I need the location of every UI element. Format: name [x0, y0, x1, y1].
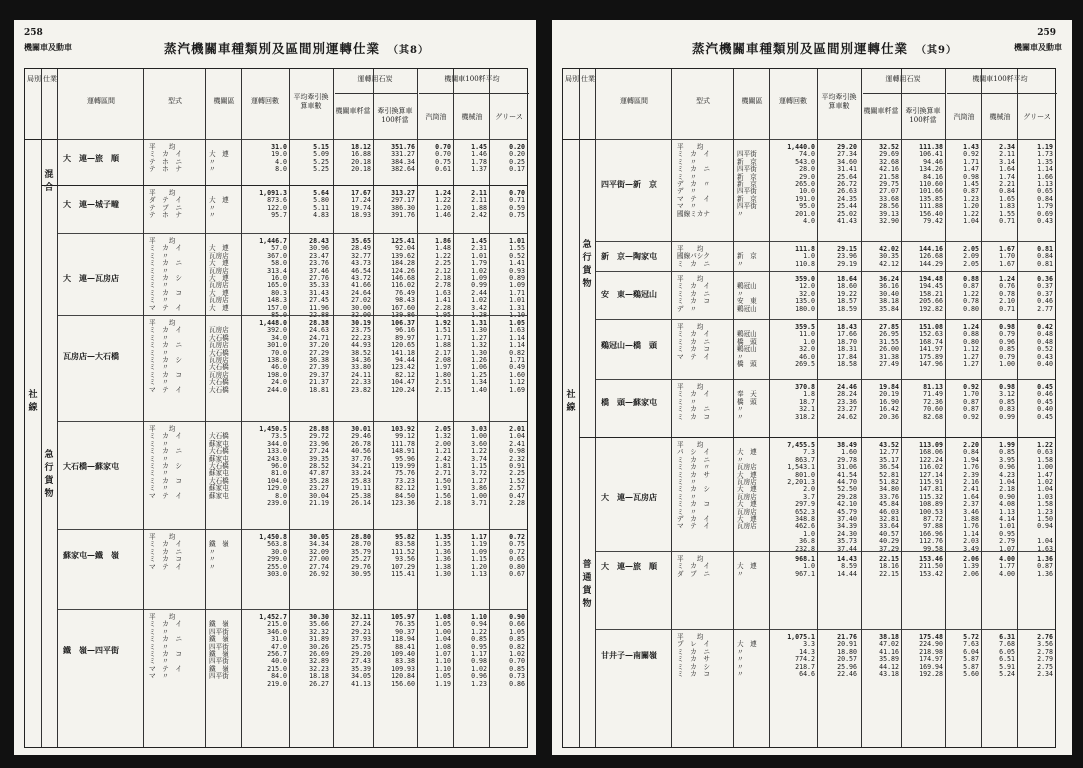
section-tag: 機關車及動車	[24, 42, 72, 52]
left-page	[14, 20, 536, 755]
coal-per-km-column: 42.02 30.35 42.12	[879, 245, 899, 268]
runs-column: 7,455.5 7.3 863.7 1,543.1 801.0 2,201.3 2.0 3.7 297.9 652.3 348.8 462.6 1.0 36.8 232.8	[787, 441, 815, 553]
route-label: 四平街—新 京	[601, 178, 657, 189]
coal-per-100-column: 153.46 211.50 153.42	[919, 555, 943, 578]
coal-per-km-column: 35.65 28.49 32.77 43.73 46.54 43.72 41.66 24.64 27.02 30.00 32.00	[351, 237, 371, 320]
grease-column: 0.45 0.46 0.45 0.40 0.45	[1037, 383, 1053, 421]
header-runs: 運轉回數	[251, 97, 279, 105]
coal-per-km-column: 18.12 16.88 20.18 20.18	[351, 143, 371, 174]
depot-list: 新 京 〃	[737, 252, 757, 268]
column-rule	[417, 69, 418, 747]
coal-per-100-column: 106.37 96.16 89.97 120.65 141.18 94.44 123.42 82.12 104.47 120.24	[391, 319, 415, 394]
column-rule	[733, 69, 734, 747]
section-divider	[57, 233, 527, 234]
coal-per-km-column: 28.80 28.70 35.79 25.27 29.76 30.95	[351, 533, 371, 579]
header-bureau: 局別	[27, 75, 41, 83]
machine-oil-column: 3.03 1.00 3.60 1.22 3.74 1.15 3.72 1.27 3.86 1.00 3.71	[471, 425, 487, 508]
runs-column: 1,091.3 873.6 122.0 95.7	[259, 189, 287, 220]
column-rule	[333, 69, 334, 747]
locomotive-types: 平 均 ミ カ イ ミ カ ニ ミ カ コ マ テ イ	[677, 323, 710, 361]
locomotive-types: 平 均 ミ カ イ ミ 〃 ミ カ ニ ミ カ コ	[677, 383, 710, 421]
business-label: 急行貨物	[44, 450, 54, 499]
business-divider	[579, 437, 1055, 438]
route-label: 蘇家屯—鐵 嶺	[63, 550, 119, 561]
grease-column: 2.76 3.56 2.78 2.79 2.75 2.34	[1037, 633, 1053, 679]
column-rule	[143, 69, 144, 747]
route-label: 大 連—旅 順	[601, 561, 657, 572]
cylinder-oil-column: 1.92 1.51 1.71 1.88 2.17 2.08 1.97 1.80 2.51 2.15	[435, 319, 451, 394]
data-table	[562, 68, 1056, 748]
coal-per-km-column: 38.18 47.02 41.16 35.89 44.12 43.18	[879, 633, 899, 679]
bureau-label: 社線	[566, 390, 576, 413]
grease-column: 1.22 0.63 1.58 1.00 1.47 1.02 1.04 1.03 1.58 1.23 1.50 0.94 1.04 1.63	[1037, 441, 1053, 553]
cylinder-oil-column: 5.72 7.63 6.04 5.87 5.87 5.60	[963, 633, 979, 679]
cylinder-oil-column: 1.24 1.22 1.20 1.46	[435, 189, 451, 220]
grease-column: 0.42 0.48 0.48 0.52 0.43 0.40	[1037, 323, 1053, 369]
cylinder-oil-column: 1.43 0.92 1.71 1.47 0.98 1.45 0.87 1.23 1.20 1.22 1.04	[963, 143, 979, 226]
cylinder-oil-column: 1.86 1.48 1.22 2.25 2.12 2.18 2.78 1.63 1.41 2.28 1.95	[435, 237, 451, 320]
page-number: 258	[24, 28, 43, 38]
header-avg-cars: 平均牽引換算車數	[821, 93, 857, 110]
coal-per-100-column: 95.82 83.58 111.52 93.56 107.29 115.41	[391, 533, 415, 579]
header-bureau: 局別	[565, 75, 579, 83]
locomotive-types: 平 均 ミ カ イ ミ 〃 ミ カ ニ ミ 〃 ミ カ コ ミ 〃 マ テ イ マ 〃	[149, 613, 182, 681]
header-route: 運轉區間	[620, 97, 648, 105]
runs-column: 968.1 1.0 967.1	[795, 555, 815, 578]
section-divider	[595, 241, 1055, 242]
route-label: 大 連—城子疃	[63, 198, 119, 209]
column-rule	[373, 69, 374, 747]
header-coal: 運轉用石炭	[885, 75, 921, 83]
route-label: 大 連—瓦房店	[63, 272, 119, 283]
header-type: 型式	[696, 97, 710, 105]
section-divider	[595, 551, 1055, 552]
coal-per-km-column: 17.67 17.24 19.74 18.93	[351, 189, 371, 220]
avg-cars-column: 28.38 24.63 24.71 37.20 27.29 36.38 27.39 29.37 21.37 18.81	[309, 319, 329, 394]
header-per100: 機關車100粁平均	[444, 75, 500, 83]
section-divider	[595, 271, 1055, 272]
section-divider	[595, 379, 1055, 380]
right-page	[552, 20, 1072, 755]
cylinder-oil-column: 2.05 1.32 2.00 1.21 2.42 1.81 2.71 1.50 1.91 1.56 2.18	[435, 425, 451, 508]
depot-list: 大 連 〃 〃 〃 〃	[737, 640, 757, 679]
section-divider	[595, 319, 1055, 320]
column-rule	[289, 69, 290, 747]
column-rule	[981, 69, 982, 747]
cylinder-oil-column: 1.35 1.35 1.36 1.36 1.38 1.30	[435, 533, 451, 579]
header-coal-per-100: 牽引換算車100粁當	[377, 107, 413, 124]
route-label: 瓦房店—大石橋	[63, 351, 119, 361]
coal-per-km-column: 22.15 18.16 22.15	[879, 555, 899, 578]
depot-list: 奉 天 橋 頭 〃 〃	[737, 390, 757, 421]
coal-per-km-column: 30.01 29.46 26.78 40.56 37.76 34.21 33.24 25.83 19.11 25.38 26.14	[351, 425, 371, 508]
runs-column: 370.8 1.8 18.7 32.1 318.2	[795, 383, 815, 421]
cylinder-oil-column: 1.24 0.88 0.80 1.12 1.27 1.27	[963, 323, 979, 369]
depot-list: 鷄冠山 橋 頭 鷄冠山 〃 橋 頭	[737, 330, 757, 369]
runs-column: 1,450.8 563.8 30.0 299.0 255.0 303.0	[259, 533, 287, 579]
route-label: 大 連—旅 順	[63, 152, 119, 163]
column-rule	[41, 69, 42, 747]
section-tag: 機關車及動車	[1014, 42, 1062, 52]
coal-per-km-column: 32.52 29.69 32.68 42.16 21.58 29.75 27.07 33.68 28.56 39.13 32.90	[879, 143, 899, 226]
route-label: 新 京—陶家屯	[601, 251, 657, 262]
header-route: 運轉區間	[87, 97, 115, 105]
coal-per-km-column: 36.24 36.16 30.40 38.18 35.84	[879, 275, 899, 313]
column-rule	[769, 69, 770, 747]
section-divider	[57, 315, 527, 316]
grease-column: 0.20 0.20 0.25 0.17	[509, 143, 525, 174]
runs-column: 1,446.7 57.0 367.0 58.0 313.4 16.0 165.0 80.3 148.3 157.0 85.0	[259, 237, 287, 320]
column-rule	[945, 69, 946, 747]
machine-oil-column: 0.98 0.79 0.96 0.85 0.79 1.00	[999, 323, 1015, 369]
section-divider	[57, 421, 527, 422]
header-coal: 運轉用石炭	[357, 75, 393, 83]
avg-cars-column: 5.64 5.80 5.11 4.83	[313, 189, 329, 220]
coal-per-km-column: 43.52 12.77 35.17 36.54 52.81 51.82 34.80 33.76 45.84 46.03 32.81 33.64 40.57 40.29 37.29	[879, 441, 899, 553]
runs-column: 1,452.7 215.0 346.0 31.0 47.0 256.7 40.0 215.0 84.0 219.0	[259, 613, 287, 688]
route-label: 甘井子—南關嶺	[601, 650, 657, 661]
runs-column: 359.5 11.0 1.0 32.0 46.0 269.5	[795, 323, 815, 369]
depot-list: 大 連 瓦房店 大 連 瓦房店 大 連 瓦房店 大 連 瓦房店 大 連	[209, 244, 229, 312]
cylinder-oil-column: 1.08 1.05 1.00 1.04 1.08 1.07 1.10 1.10 1.05 1.19	[435, 613, 451, 688]
depot-list: 瓦房店 大石橋 瓦房店 大石橋 瓦房店 大石橋 瓦房店 大石橋 大石橋	[209, 326, 229, 394]
column-rule	[817, 69, 818, 747]
section-divider	[57, 139, 527, 140]
avg-cars-column: 38.49 1.60 29.78 31.06 41.54 44.70 52.50 29.28 42.10 45.79 37.40 34.39 24.30 35.73 37.44	[837, 441, 857, 553]
depot-list: 鐵 嶺 〃 〃 〃	[209, 540, 229, 571]
route-label: 橋 頭—蘇家屯	[601, 396, 657, 407]
depot-list: 四平街 新 京 四平街 新 京 新 京 四平街 新 京 四平街 〃	[737, 150, 757, 218]
header-type: 型式	[168, 97, 182, 105]
header-avg-cars: 平均牽引換算車數	[293, 93, 329, 110]
machine-oil-column: 1.10 0.94 1.22 0.85 0.95 1.17 0.98 1.02 0.96 1.23	[471, 613, 487, 688]
column-rule	[205, 69, 206, 747]
title-text: 蒸汽機關車種類別及區間別運轉仕業	[164, 41, 381, 56]
machine-oil-column: 1.99 0.85 3.95 0.96 4.23 1.04 2.18 0.90 4.08 1.13 4.14 1.01 0.95 2.79 1.07	[999, 441, 1015, 553]
runs-column: 31.0 19.0 4.0 8.0	[271, 143, 287, 174]
section-divider	[595, 139, 1055, 140]
runs-column: 359.0 12.0 32.0 135.0 180.0	[795, 275, 815, 313]
machine-oil-column: 1.67 1.70 1.67	[999, 245, 1015, 268]
locomotive-types: 平 均 ミ カ イ ミ 〃 ミ カ ニ ミ 〃 ミ カ シ ミ 〃 ミ カ コ ミ 〃 マ テ イ	[149, 425, 182, 500]
coal-per-100-column: 175.48 224.90 218.98 174.97 169.94 192.28	[919, 633, 943, 679]
locomotive-types: 平 均 ミ カ イ テ ホ ニ テ ホ ナ	[149, 143, 182, 174]
depot-list: 大 連 〃 瓦房店 大 連 瓦房店 大 連 瓦房店 大 連 瓦房店 大 連 瓦房店	[737, 448, 757, 531]
coal-per-km-column: 19.84 20.19 16.90 16.42 20.36	[879, 383, 899, 421]
header-mach-oil: 機械油	[461, 113, 483, 121]
grease-column: 1.01 1.55 0.52 1.41 0.93 0.89 1.09 1.71 1.01 1.31 1.10	[509, 237, 525, 320]
grease-column: 1.19 1.73 1.35 1.14 1.66 1.13 0.65 0.84 1.79 0.69 0.43	[1037, 143, 1053, 226]
depot-list: 鐵 嶺 四平街 鐵 嶺 四平街 鐵 嶺 四平街 鐵 嶺 四平街	[209, 620, 229, 681]
avg-cars-column: 24.46 28.24 23.36 23.27 24.62	[837, 383, 857, 421]
bureau-label: 社線	[28, 390, 38, 413]
locomotive-types: 平 均 ミ カ イ ダ ブ ニ	[677, 555, 710, 578]
coal-per-100-column: 103.92 99.12 111.78 148.91 95.96 119.99 75.76 73.23 82.12 84.50 123.36	[391, 425, 415, 508]
locomotive-types: 平 均 ミ カ イ ミ カ ニ ミ カ コ マ テ イ	[149, 533, 182, 571]
section-divider	[57, 529, 527, 530]
avg-cars-column: 14.43 8.59 14.44	[837, 555, 857, 578]
business-label: 急行貨物	[582, 240, 592, 289]
cylinder-oil-column: 0.70 0.70 0.75 0.61	[435, 143, 451, 174]
column-rule	[57, 69, 58, 747]
machine-oil-column: 2.34 2.11 3.14 1.64 1.74 2.21 0.84 1.65 1.83 1.55 0.71	[999, 143, 1015, 226]
machine-oil-column: 2.11 2.11 1.88 2.42	[471, 189, 487, 220]
header-mach-oil: 機械油	[989, 113, 1011, 121]
section-divider	[595, 629, 1055, 630]
avg-cars-column: 28.43 30.96 23.47 23.76 37.46 27.76 35.33 31.43 27.45 11.96 22.88	[309, 237, 329, 320]
column-rule	[579, 69, 580, 747]
header-coal-per-km: 機關車粁當	[863, 107, 899, 115]
locomotive-types: 平 均 プ レ イ ミ カ ニ ミ カ サ ミ カ シ ミ カ コ	[677, 633, 710, 679]
grease-column: 0.72 0.75 0.72 0.65 0.80 0.67	[509, 533, 525, 579]
depot-list: 大 連 〃 〃	[209, 196, 229, 220]
title-suffix: （其8）	[388, 45, 429, 56]
cylinder-oil-column: 0.92 1.70 0.87 0.87 0.92	[963, 383, 979, 421]
coal-per-km-column: 27.85 26.95 31.55 26.00 31.38 27.49	[879, 323, 899, 369]
header-cyl-oil: 汽筒油	[425, 113, 447, 121]
route-label: 安 東—鷄冠山	[601, 288, 657, 299]
locomotive-types: 平 均 パ シ イ ミ カ ニ ミ カ 〃 ミ カ サ ミ 〃 ミ カ シ ミ 〃 ミ カ コ ミ 〃 デ カ イ マ テ イ	[677, 441, 710, 531]
machine-oil-column: 1.45 2.31 1.01 1.79 1.02 1.09 0.99 2.44 1.02 3.42 1.28	[471, 237, 487, 320]
coal-per-100-column: 151.08 152.63 168.74 141.97 175.89 147.96	[919, 323, 943, 369]
grease-column: 0.70 0.71 0.59 0.75	[509, 189, 525, 220]
page-title	[692, 39, 957, 57]
column-rule	[1017, 69, 1018, 747]
coal-per-100-column: 351.76 331.27 384.34 382.64	[391, 143, 415, 174]
title-text: 蒸汽機關車種類別及區間別運轉仕業	[692, 41, 909, 56]
grease-column: 0.81 0.84 0.81	[1037, 245, 1053, 268]
header-cyl-oil: 汽筒油	[953, 113, 975, 121]
depot-list: 大石橋 蘇家屯 大石橋 蘇家屯 大石橋 蘇家屯 大石橋 蘇家屯 蘇家屯	[209, 432, 229, 500]
business-label: 普通貨物	[582, 560, 592, 609]
avg-cars-column: 30.05 34.34 32.09 27.00 27.74 26.92	[309, 533, 329, 579]
avg-cars-column: 21.76 20.91 18.80 20.57 25.96 22.46	[837, 633, 857, 679]
locomotive-types: 平 均 ダ テ イ テ ブ ニ テ ホ ナ	[149, 189, 182, 220]
column-rule	[671, 69, 672, 747]
column-rule	[901, 69, 902, 747]
header-coal-per-100: 牽引換算車100粁當	[905, 107, 941, 124]
depot-list: 大 連 〃 〃	[209, 150, 229, 174]
coal-per-100-column: 81.13 71.49 72.36 70.60 82.68	[923, 383, 943, 421]
cylinder-oil-column: 2.05 2.09 2.05	[963, 245, 979, 268]
column-rule	[861, 69, 862, 747]
cylinder-oil-column: 2.06 1.39 2.06	[963, 555, 979, 578]
coal-per-km-column: 30.19 23.75 22.23 44.93 38.52 34.36 33.80 24.11 22.33 23.82	[351, 319, 371, 394]
header-grease: グリース	[1023, 113, 1051, 121]
grease-column: 1.05 1.63 1.14 1.14 0.82 1.71 0.49 1.60 1.12 1.69	[509, 319, 525, 394]
runs-column: 1,075.1 3.3 14.3 774.2 218.7 64.6	[787, 633, 815, 679]
machine-oil-column: 1.45 1.46 1.78 1.37	[471, 143, 487, 174]
header-runs: 運轉回數	[779, 97, 807, 105]
runs-column: 1,440.0 74.0 543.0 28.0 29.0 265.0 10.0 191.0 95.0 201.0 4.0	[787, 143, 815, 226]
machine-oil-column: 4.00 1.77 4.00	[999, 555, 1015, 578]
machine-oil-column: 0.98 3.12 0.85 0.83 0.99	[999, 383, 1015, 421]
column-rule	[241, 69, 242, 747]
locomotive-types: 平 均 ミ カ イ ミ 〃 ミ カ ニ ミ 〃 デ カ 〃 デ 〃 マ テ イ マ 〃 國線ミカナ	[677, 143, 710, 218]
depot-list: 大 連 〃	[737, 562, 757, 578]
business-divider	[41, 185, 527, 186]
route-label: 大石橋—蘇家屯	[63, 460, 119, 471]
grease-column: 0.90 0.66 1.05 0.85 0.82 1.02 0.70 0.85 0.73 0.86	[509, 613, 525, 688]
locomotive-types: 平 均 ミ カ イ ミ カ ニ ミ カ コ デ 〃	[677, 275, 710, 313]
cylinder-oil-column: 0.88 0.87 1.22 0.78 0.80	[963, 275, 979, 313]
header-grease: グリース	[495, 113, 523, 121]
coal-per-km-column: 32.11 27.24 29.21 37.93 25.75 29.20 27.43 35.39 34.05 41.13	[351, 613, 371, 688]
coal-per-100-column: 125.41 92.04 139.62 184.28 124.26 146.68 116.02 76.49 98.43 167.60 139.86	[391, 237, 415, 320]
business-label: 混合	[44, 170, 54, 193]
header-per100: 機關車100粁平均	[972, 75, 1028, 83]
column-rule	[453, 69, 454, 747]
coal-per-100-column: 194.48 194.45 158.21 205.66 192.82	[919, 275, 943, 313]
header-coal-per-km: 機關車粁當	[335, 107, 371, 115]
avg-cars-column: 29.20 27.34 34.60 31.41 25.64 26.72 26.63 24.35 25.44 25.02 41.43	[837, 143, 857, 226]
locomotive-types: 平 均 國線パシク ミ カ ニ	[677, 245, 710, 268]
coal-per-100-column: 313.27 297.17 386.30 391.76	[391, 189, 415, 220]
route-label: 大 連—瓦房店	[601, 491, 657, 502]
avg-cars-column: 18.43 17.66 18.70 18.31 17.84 18.58	[837, 323, 857, 369]
table-header	[25, 69, 527, 140]
avg-cars-column: 28.88 29.72 23.96 27.24 39.35 28.52 47.87 35.28 23.27 30.04 21.19	[309, 425, 329, 508]
avg-cars-column: 18.64 18.60 19.22 18.57 18.59	[837, 275, 857, 313]
header-depot: 機關區	[741, 97, 763, 105]
route-label: 鷄冠山—橋 頭	[601, 340, 657, 351]
avg-cars-column: 30.30 35.66 32.32 31.89 30.26 26.69 32.89 32.23 18.18 26.27	[309, 613, 329, 688]
runs-column: 1,448.0 392.0 34.0 301.0 70.0 138.0 46.0 198.0 24.0 244.0	[259, 319, 287, 394]
machine-oil-column: 1.31 1.30 1.27 1.32 1.30 1.26 1.06 1.25 1.34 1.40	[471, 319, 487, 394]
title-suffix: （其9）	[916, 45, 957, 56]
cylinder-oil-column: 2.20 0.84 1.94 1.76 2.39 2.16 2.41 1.64 2.37 3.46 1.88 1.76 1.14 2.03 3.49	[963, 441, 979, 553]
locomotive-types: 平 均 ミ カ イ ミ 〃 ミ カ ニ ミ 〃 ミ カ シ ミ 〃 ミ カ コ ミ 〃 マ テ イ	[149, 237, 182, 312]
data-table	[24, 68, 528, 748]
coal-per-100-column: 113.09 168.06 122.24 116.02 127.14 115.91 147.81 115.32 108.89 100.53 87.72 97.88 166.96 112.76 99.58	[919, 441, 943, 553]
runs-column: 1,450.5 73.5 344.0 133.0 243.0 96.0 81.0 104.0 129.0 8.0 239.0	[259, 425, 287, 508]
header-depot: 機關區	[213, 97, 235, 105]
depot-list: 鷄冠山 〃 安 東 鷄冠山	[737, 282, 757, 313]
coal-per-100-column: 144.16 126.68 144.29	[919, 245, 943, 268]
header-business: 仕業	[43, 75, 57, 83]
coal-per-100-column: 111.38 106.41 94.46 134.26 84.16 110.60 101.66 135.85 111.88 156.40 79.42	[919, 143, 943, 226]
coal-per-100-column: 105.97 76.35 90.37 118.94 88.41 109.40 83.38 109.93 120.84 156.60	[391, 613, 415, 688]
header-business: 仕業	[581, 75, 595, 83]
section-divider	[57, 609, 527, 610]
grease-column: 1.36 0.87 1.36	[1037, 555, 1053, 578]
machine-oil-column: 1.24 0.76 0.78 2.10 0.71	[999, 275, 1015, 313]
route-label: 鐵 嶺—四平街	[63, 645, 119, 655]
grease-column: 2.01 1.04 2.41 0.98 2.32 0.91 2.25 1.52 2.57 0.47 2.28	[509, 425, 525, 508]
grease-column: 0.36 0.37 0.37 0.46 2.77	[1037, 275, 1053, 313]
page-title	[164, 39, 429, 57]
machine-oil-column: 1.17 1.19 1.09 1.15 1.20 1.13	[471, 533, 487, 579]
column-rule	[489, 69, 490, 747]
page-number: 259	[1037, 28, 1056, 38]
avg-cars-column: 5.15 5.09 5.25 5.25	[313, 143, 329, 174]
locomotive-types: 平 均 ミ カ イ ミ 〃 ミ カ ニ ミ 〃 ミ カ シ ミ 〃 ミ カ コ ミ 〃 マ テ イ	[149, 319, 182, 394]
avg-cars-column: 29.15 23.96 29.19	[837, 245, 857, 268]
runs-column: 111.8 1.0 110.8	[795, 245, 815, 268]
column-rule	[595, 69, 596, 747]
machine-oil-column: 6.31 7.68 6.05 6.51 5.91 5.24	[999, 633, 1015, 679]
